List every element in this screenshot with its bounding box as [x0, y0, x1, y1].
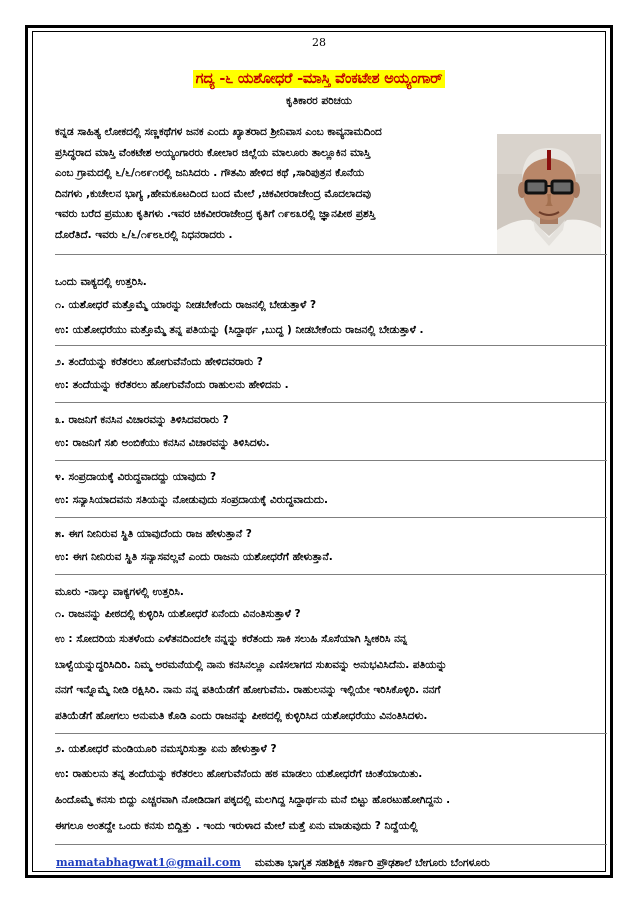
- long-answer-1-line: ಬಾಳ್ವೆಯನ್ನುದ್ಧರಿಸಿದಿರಿ. ನಿಮ್ಮ ಅರಮನೆಯಲ್ಲಿ ನಾನು ಕನಸಿನಲ್ಲೂ ಎಣಿಸಲಾಗದ ಸುಖವನ್ನು ಅನುಭವಿಸಿದೆನು. ಪತಿಯನ್ನು: [55, 659, 448, 671]
- email-link[interactable]: mamatabhagwat1@gmail.com: [56, 856, 241, 869]
- lesson-subtitle: ಕೃತಿಕಾರರ ಪರಿಚಯ: [285, 95, 353, 107]
- long-answer-2-line: ಉ: ರಾಹುಲನು ತನ್ನ ತಂದೆಯನ್ನು ಕರೆತರಲು ಹೋಗುವೆನೆಂದು ಹಠ ಮಾಡಲು ಯಶೋಧರೆಗೆ ಚಿಂತೆಯಾಯಿತು.: [55, 768, 423, 780]
- question-4: ೪. ಸಂಪ್ರದಾಯಕ್ಕೆ ವಿರುದ್ಧವಾದದ್ದು ಯಾವುದು ?: [55, 471, 217, 483]
- question-1: ೧. ಯಶೋಧರೆ ಮತ್ತೊಮ್ಮೆ ಯಾರನ್ನು ನೀಡಬೇಕೆಂದು ರಾಜನಲ್ಲಿ ಬೇಡುತ್ತಾಳೆ ?: [55, 299, 317, 311]
- divider: [55, 402, 607, 403]
- page-footer: [56, 856, 606, 870]
- divider: [55, 517, 607, 518]
- long-answer-1-line: ಪತಿಯೆಡೆಗೆ ಹೋಗಲು ಅನುಮತಿ ಕೊಡಿ ಎಂದು ರಾಜನನ್ನು ಪೀಠದಲ್ಲಿ ಕುಳ್ಳಿರಿಸಿದ ಯಶೋಧರೆಯು ವಿನಂತಿಸಿದಳು.: [55, 710, 428, 722]
- question-3: ೩. ರಾಜನಿಗೆ ಕನಸಿನ ವಿಚಾರವನ್ನು ತಿಳಿಸಿದವರಾರು ?: [55, 414, 229, 426]
- long-question-1: ೧. ರಾಜನನ್ನು ಪೀಠದಲ್ಲಿ ಕುಳ್ಳಿರಿಸಿ ಯಶೋಧರೆ ಏನೆಂದು ವಿನಂತಿಸುತ್ತಾಳೆ ?: [55, 608, 301, 620]
- school-name: ಮಮತಾ ಭಾಗ್ವತ ಸಹಶಿಕ್ಷಕಿ ಸರ್ಕಾರಿ ಪ್ರೌಢಶಾಲೆ ಬೇಗೂರು ಬೆಂಗಳೂರು: [254, 857, 490, 869]
- long-question-2: ೨. ಯಶೋಧರೆ ಮಂಡಿಯೂರಿ ನಮಸ್ಕರಿಸುತ್ತಾ ಏನು ಹೇಳುತ್ತಾಳೆ ?: [55, 743, 277, 755]
- answer-3: ಉ: ರಾಜನಿಗೆ ಸಖಿ ಅಂಬಿಕೆಯು ಕನಸಿನ ವಿಚಾರವನ್ನು ತಿಳಿಸಿದಳು.: [55, 437, 270, 449]
- answer-5: ಉ: ಈಗ ನೀನಿರುವ ಸ್ಥಿತಿ ಸನ್ಯಾಸವಲ್ಲವೆ ಎಂದು ರಾಜನು ಯಶೋಧರೆಗೆ ಹೇಳುತ್ತಾನೆ.: [55, 551, 333, 563]
- author-photo: [497, 134, 601, 255]
- divider: [55, 254, 607, 255]
- answer-4: ಉ: ಸನ್ಯಾಸಿಯಾದವನು ಸತಿಯನ್ನು ನೋಡುವುದು ಸಂಪ್ರದಾಯಕ್ಕೆ ವಿರುದ್ಧವಾದುದು.: [55, 494, 328, 506]
- author-bio: [55, 122, 497, 245]
- bio-line: ಕನ್ನಡ ಸಾಹಿತ್ಯ ಲೋಕದಲ್ಲಿ ಸಣ್ಣಕಥೆಗಳ ಜನಕ ಎಂದು ಖ್ಯಾತರಾದ ಶ್ರೀನಿವಾಸ ಎಂಬ ಕಾವ್ಯನಾಮದಿಂದ: [55, 126, 382, 138]
- bio-line: ದೊರೆತಿದೆ. ಇವರು ೬/೬/೧೯೮೬ರಲ್ಲಿ ನಿಧನರಾದರು .: [55, 228, 233, 241]
- question-2: ೨. ತಂದೆಯನ್ನು ಕರೆತರಲು ಹೋಗುವೆನೆಂದು ಹೇಳಿದವರಾರು ?: [55, 356, 263, 368]
- bio-line: ಇವರು ಬರೆದ ಪ್ರಮುಖ ಕೃತಿಗಳು .ಇವರ ಚಿಕವೀರರಾಜೇಂದ್ರ ಕೃತಿಗೆ ೧೯೮೩ರಲ್ಲಿ ಜ್ಞಾನಪೀಠ ಪ್ರಶಸ್ತಿ: [55, 208, 376, 220]
- divider: [55, 733, 607, 734]
- bio-line: ದಿನಗಳು ,ಕುಚೇಲನ ಭಾಗ್ಯ ,ಹೇಮಕೂಟದಿಂದ ಬಂದ ಮೇಲೆ ,ಚಿಕವೀರರಾಜೇಂದ್ರ ಮೊದಲಾದವು: [55, 187, 371, 200]
- divider: [55, 460, 607, 461]
- long-answer-2-line: ಹಿಂದೊಮ್ಮೆ ಕನಸು ಬಿದ್ದು ಎಚ್ಚರವಾಗಿ ನೋಡಿದಾಗ ಪಕ್ಕದಲ್ಲಿ ಮಲಗಿದ್ದ ಸಿದ್ಧಾರ್ಥನು ಮನೆ ಬಿಟ್ಟು ಹೊರಟುಹೋಗಿದ್ದನು .: [55, 794, 451, 806]
- question-5: ೫. ಈಗ ನೀನಿರುವ ಸ್ಥಿತಿ ಯಾವುದೆಂದು ರಾಜ ಹೇಳುತ್ತಾನೆ ?: [55, 528, 252, 540]
- lesson-title-wrap: [0, 68, 638, 88]
- long-answer-1-line: ಉ : ಸೋದರಿಯ ಸುತಳೆಂದು ಎಳೆತನದಿಂದಲೇ ನನ್ನನ್ನು ಕರೆತಂದು ಸಾಕಿ ಸಲುಹಿ ಸೊಸೆಯಾಗಿ ಸ್ವೀಕರಿಸಿ ನನ್ನ: [55, 633, 408, 645]
- bio-line: ಎಂಬ ಗ್ರಾಮದಲ್ಲಿ ೬/೬/೧೮೯೧ರಲ್ಲಿ ಜನಿಸಿದರು . ಗೌತಮಿ ಹೇಳಿದ ಕಥೆ ,ಸಾರಿಪುತ್ರನ ಕೊನೆಯ: [55, 167, 365, 179]
- lesson-title: ಗದ್ಯ -೬ ಯಶೋಧರೆ -ಮಾಸ್ತಿ ವೆಂಕಟೇಶ ಅಯ್ಯಂಗಾರ್: [193, 70, 446, 88]
- author-portrait-image: [497, 134, 601, 255]
- long-answer-2-line: ಈಗಲೂ ಅಂತದ್ದೇ ಒಂದು ಕನಸು ಬಿದ್ದಿತ್ತು . ಇಂದು ಇರುಳಾದ ಮೇಲೆ ಮತ್ತೆ ಏನು ಮಾಡುವುದು ? ನಿದ್ದೆಯಲ್ಲಿ: [55, 820, 418, 832]
- section-two-heading: ಮೂರು -ನಾಲ್ಕು ವಾಕ್ಯಗಳಲ್ಲಿ ಉತ್ತರಿಸಿ.: [55, 586, 184, 598]
- divider: [55, 345, 607, 346]
- answer-1: ಉ: ಯಶೋಧರೆಯು ಮತ್ತೊಮ್ಮೆ ತನ್ನ ಪತಿಯನ್ನು (ಸಿದ್ಧಾರ್ಥ ,ಬುದ್ಧ ) ನೀಡಬೇಕೆಂದು ರಾಜನಲ್ಲಿ ಬೇಡುತ್ತಾಳೆ .: [55, 324, 424, 336]
- page-number: 28: [312, 36, 326, 49]
- bio-line: ಪ್ರಸಿದ್ಧರಾದ ಮಾಸ್ತಿ ವೆಂಕಟೇಶ ಅಯ್ಯಂಗಾರರು ಕೋಲಾರ ಜಿಲ್ಲೆಯ ಮಾಲೂರು ತಾಲ್ಲೂಕಿನ ಮಾಸ್ತಿ: [55, 146, 371, 159]
- section-one-heading: ಒಂದು ವಾಕ್ಯದಲ್ಲಿ ಉತ್ತರಿಸಿ.: [55, 276, 147, 288]
- footer-divider: [55, 844, 607, 845]
- answer-2: ಉ: ತಂದೆಯನ್ನು ಕರೆತರಲು ಹೋಗುವೆನೆಂದು ರಾಹುಲನು ಹೇಳಿದನು .: [55, 379, 289, 391]
- divider: [55, 574, 607, 575]
- long-answer-1-line: ನನಗೆ ಇನ್ನೊಮ್ಮೆ ನೀಡಿ ರಕ್ಷಿಸಿರಿ. ನಾನು ನನ್ನ ಪತಿಯೆಡೆಗೆ ಹೋಗುವೆನು. ರಾಹುಲನನ್ನು ಇಲ್ಲಿಯೇ ಇರಿಸಿಕೊಳ್ಳಿರಿ. ನನಗೆ: [55, 684, 441, 696]
